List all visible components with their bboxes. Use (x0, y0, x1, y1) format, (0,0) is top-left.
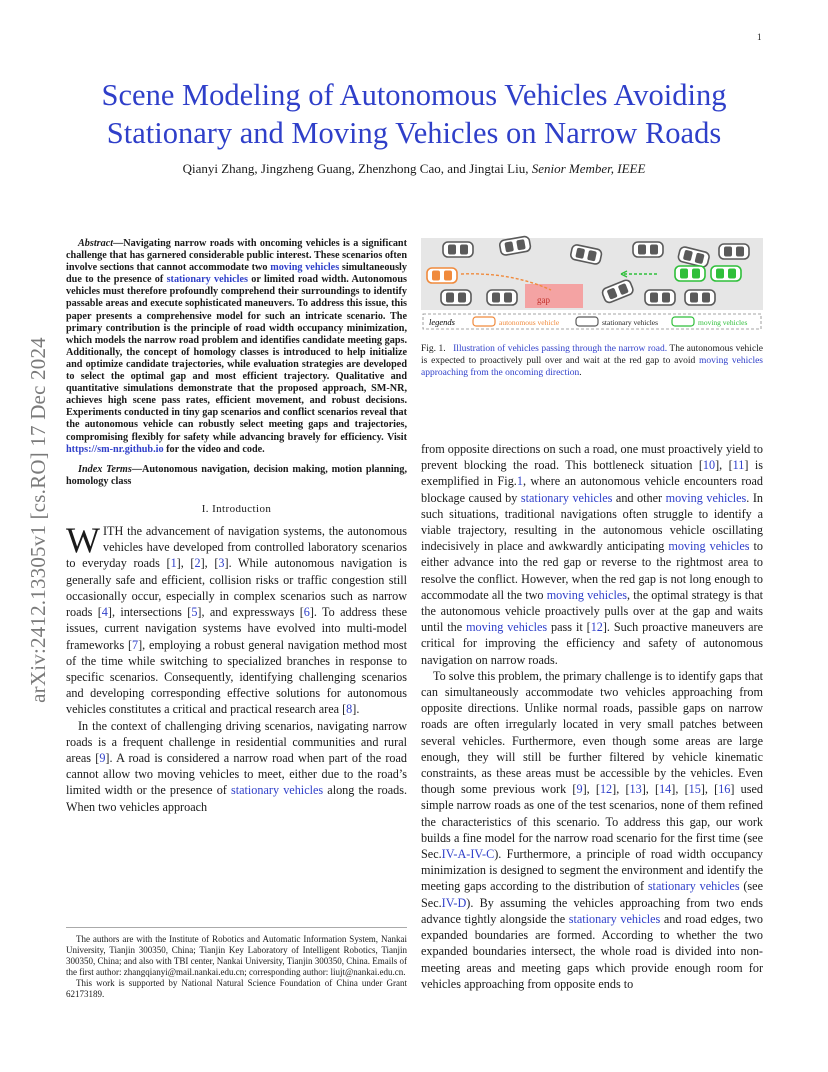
stationary-vehicles-link[interactable]: stationary vehicles (520, 490, 613, 505)
right-paragraph-2 (421, 668, 763, 992)
citation-link[interactable]: 3 (218, 556, 225, 571)
body-text: ], [ (641, 782, 660, 797)
body-text: ], and expressways [ (197, 605, 304, 620)
citation-link[interactable]: 14 (659, 782, 672, 797)
abstract-text: or limited road width. Autonomous vehicles must therefore profoundly comprehend their surroundings to identify passable areas and execute sophisticated maneuvers. To address this issue, this paper presents a comprehensive model for such an intricate scenario. The primary contribution is the principle of road width occupancy minimization, which models the narrow road problem and identifies candidate meeting gaps. Additionally, the concept of homology classes is introduced to help initialize and optimize candidate trajectories, while evaluation strategies are developed to select the optimal gap and most efficient trajectory. Qualitative and quantitative simulations demonstrate that the proposed approach, SM-NR, achieves high scene pass rates, efficient movement, and robust decisions. Experiments conducted in tiny gap scenarios and conflict scenarios reveal that the autonomous vehicle can robustly select meeting gaps and trajectories, compromising flexibly for safety while advancing bravely for efficiency. Visit (66, 274, 407, 443)
body-text: ], [ (582, 782, 600, 797)
body-text: ]. A road is considered a narrow road when part of the road cannot allow two moving vehicles to meet, either due to the road’s limited width or the presence of (66, 750, 407, 798)
section-link[interactable]: IV-A-IV-C (441, 847, 495, 862)
body-text: ], intersections [ (107, 605, 192, 620)
intro-paragraph-2 (66, 718, 407, 815)
gap-region (525, 284, 583, 308)
caption-text: The autonomous vehicle is expected to proactively pull over and wait at the red gap to avoid (421, 344, 764, 366)
body-text: ). Furthermore, a principle of road width occupancy minimization is designed to segment the environment and identify the meeting gaps according to the distribution of (421, 847, 763, 894)
abstract-label: Abstract (78, 238, 114, 249)
body-text: pass it [ (547, 620, 591, 635)
page-number: 1 (757, 32, 762, 42)
author-names: Qianyi Zhang, Jingzheng Guang, Zhenzhong Cao, and Jingtai Liu, (182, 161, 529, 176)
caption-text: Illustration of vehicles passing through the narrow road. (453, 344, 668, 354)
stationary-vehicles-link[interactable]: stationary vehicles (231, 783, 324, 798)
intro-paragraph-1 (66, 520, 407, 717)
body-text: ], employing a robust general navigation method most of the time while switching to specialized branches in response to specific scenarios. Consequently, identifying challenging scenarios and developing corresponding effective solutions for autonomous vehicles constitutes a critical and practical research area [ (66, 637, 407, 717)
citation-link[interactable]: 11 (732, 458, 745, 473)
left-column (66, 238, 407, 815)
footnote-funding: This work is supported by National Natural Science Foundation of China under Grant 62173189. (66, 978, 407, 999)
index-terms (66, 464, 407, 488)
autonomous-vehicle (427, 268, 457, 283)
body-text: along the roads. When two vehicles approach (66, 783, 407, 814)
caption-text: moving vehicles approaching from the oncoming direction (421, 356, 764, 378)
figure-link[interactable]: 1 (516, 474, 523, 489)
legend-stationary-icon (576, 317, 598, 326)
footnote-affiliation: The authors are with the Institute of Robotics and Automatic Information System, Nankai University, Tianjin 300350, China; Tianjin Key Laboratory of Intelligent Robotics, Tianjin 300350, China; and also with TBI center, Nankai University, Tianjin 300350, China. Emails of the first author: zhangqianyi@mail.nankai.edu.cn; corresponding author: liujt@nankai.edu.cn. (66, 934, 407, 977)
citation-link[interactable]: 12 (590, 620, 603, 635)
legend-moving-icon (672, 317, 694, 326)
legend-moving: moving vehicles (698, 318, 748, 327)
citation-link[interactable]: 9 (576, 782, 583, 797)
citation-link[interactable]: 10 (702, 458, 716, 473)
index-terms-label: Index Terms (78, 463, 132, 475)
legend-stationary: stationary vehicles (602, 318, 659, 327)
body-text: ITH the advancement of navigation systems, the autonomous vehicles have developed from controlled laboratory scenarios to everyday roads [ (66, 524, 407, 571)
figure-1 (421, 234, 763, 334)
body-text: ]. While autonomous navigation is generally safe and efficient, collision risks or traffic congestion still occasionally occur, especially in complex scenarios such as narrow roads [ (66, 556, 407, 620)
legend-autonomous: autonomous vehicle (499, 318, 560, 327)
citation-link[interactable]: 12 (599, 782, 613, 797)
abstract-text: simultaneously due to the presence of (66, 262, 407, 286)
abstract-text: —Navigating narrow roads with oncoming vehicles is a significant challenge that has garnered considerable public interest. These scenarios often involve sections that cannot accommodate two (66, 238, 407, 274)
caption-text: . (579, 368, 582, 378)
section-link[interactable]: IV-D (441, 895, 467, 910)
project-url-link[interactable]: https://sm-nr.github.io (66, 443, 164, 455)
moving-vehicles-link[interactable]: moving vehicles (270, 262, 340, 274)
figure-caption (421, 343, 763, 379)
right-paragraph-1 (421, 441, 763, 668)
drop-cap: W (66, 520, 100, 561)
body-text: ], [ (671, 782, 689, 797)
abstract-text: for the video and code. (163, 443, 265, 455)
citation-link[interactable]: 2 (194, 556, 201, 571)
citation-link[interactable]: 8 (346, 702, 353, 717)
citation-link[interactable]: 5 (191, 605, 198, 620)
citation-link[interactable]: 9 (99, 750, 106, 765)
narrow-road-illustration (421, 234, 763, 334)
body-text: . In such situations, traditional navigations often struggle to identify a viable trajectory, resulting in the autonomous vehicle oscillating indecisively in place and awkwardly anticipating (421, 490, 763, 554)
body-text: ], [ (200, 556, 219, 571)
index-terms-text: —Autonomous navigation, decision making, motion planning, homology class (66, 463, 407, 487)
body-text: to either advance into the red gap or reverse to the rightmost area to resolve the conflict. However, when the red gap is not long enough to accommodate all the two (421, 539, 764, 602)
citation-link[interactable]: 7 (132, 637, 139, 652)
moving-vehicles-link[interactable]: moving vehicles (665, 490, 747, 505)
caption-label: Fig. 1. (421, 344, 446, 354)
body-text: and other (612, 490, 666, 505)
citation-link[interactable]: 16 (718, 782, 731, 797)
footnote (66, 927, 407, 1000)
right-column (421, 441, 763, 992)
body-text: from opposite directions on such a road, one must proactively yield to prevent blocking the road. This bottleneck situation [ (421, 442, 763, 473)
body-text: ], [ (612, 782, 630, 797)
citation-link[interactable]: 15 (688, 782, 701, 797)
legend-autonomous-icon (473, 317, 495, 326)
legend-label: legends (429, 317, 455, 327)
citation-link[interactable]: 4 (101, 605, 108, 620)
stationary-vehicles-link[interactable]: stationary vehicles (568, 911, 661, 926)
body-text: , the optimal strategy is that the autonomous vehicle proactively pulls over at the gap and waits until the (421, 587, 764, 635)
body-text: ]. (352, 702, 360, 717)
gap-label: gap (537, 295, 550, 305)
author-line (40, 161, 788, 177)
stationary-vehicles-link[interactable]: stationary vehicles (647, 879, 740, 894)
arxiv-identifier: arXiv:2412.13305v1 [cs.RO] 17 Dec 2024 (26, 337, 50, 703)
body-text: ] is exemplified in Fig. (421, 458, 764, 489)
author-suffix: Senior Member, IEEE (531, 161, 646, 176)
body-text: ]. Such proactive maneuvers are critical for improving the efficiency and safety of autonomous navigation on narrow roads. (421, 620, 763, 667)
body-text: ). By assuming the vehicles approaching from two ends advance tightly alongside the (421, 895, 763, 926)
body-text: (see Sec. (421, 879, 763, 910)
body-text: ], [ (715, 458, 733, 473)
moving-vehicles-link[interactable]: moving vehicles (668, 539, 750, 554)
section-heading: I. Introduction (201, 502, 272, 515)
body-text: ], [ (176, 556, 195, 571)
body-text: , where an autonomous vehicle encounters road blockage caused by (421, 474, 763, 505)
body-text: ]. To address these issues, current navigation systems have evolved into multi-model frameworks [ (66, 605, 407, 652)
citation-link[interactable]: 13 (629, 782, 642, 797)
citation-link[interactable]: 1 (170, 556, 177, 571)
citation-link[interactable]: 6 (303, 605, 310, 620)
body-text: ] used simple narrow roads as one of the test scenarios, none of them refined the characteristics of this scenario. To address this gap, our work builds a fine model for the narrow road scenario for the first time (see Sec. (421, 782, 763, 862)
moving-vehicles-link[interactable]: moving vehicles (466, 620, 548, 635)
body-text: To solve this problem, the primary challenge is to identify gaps that can simultaneously accommodate two vehicles approaching from opposite directions. Unlike normal roads, passible gaps on narrow roads are often irregularly located in very small patches between several vehicles. Furthermore, even though some areas are large enough, they will still be further filtered by vehicle kinematic constraints, as these areas must be accessible by the vehicles. Even though some previous work [ (421, 668, 763, 797)
abstract (66, 238, 407, 456)
body-text: In the context of challenging driving scenarios, navigating narrow roads is a frequent challenge in residential communities and rural areas [ (66, 718, 407, 765)
stationary-vehicles-link[interactable]: stationary vehicles (166, 274, 248, 286)
body-text: and road edges, two expanded boundaries are formed. According to whether the two expanded boundaries intersect, the whole road is divided into non-meeting areas and meeting gaps which provide enough room for vehicles approaching from opposite ends to (421, 911, 764, 991)
paper-title: Scene Modeling of Autonomous Vehicles Avoiding Stationary and Moving Vehicles on Narrow Roads (101, 78, 727, 150)
moving-vehicles-link[interactable]: moving vehicles (546, 587, 628, 602)
body-text: ], [ (700, 782, 719, 797)
